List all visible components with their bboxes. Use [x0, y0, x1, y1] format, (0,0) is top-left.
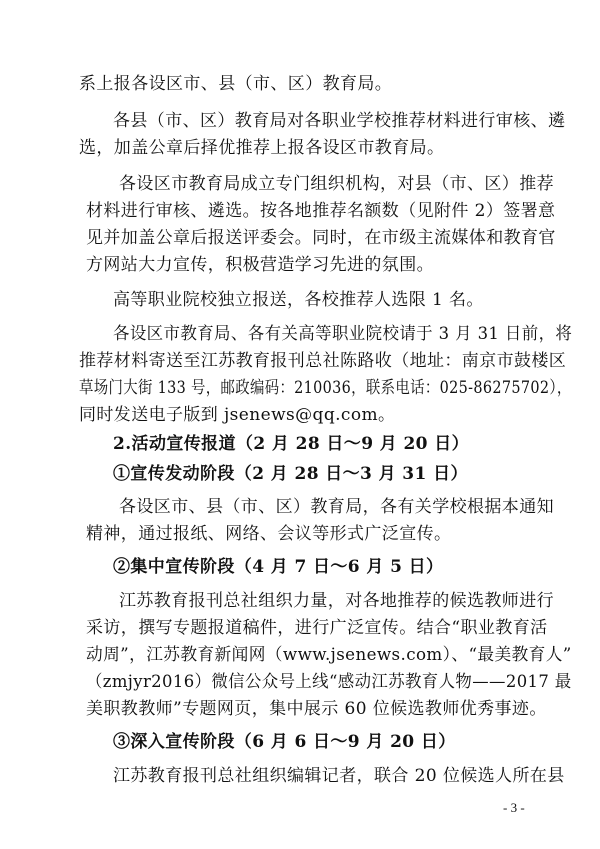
text-line: 系上报各设区市、县（市、区）教育局。	[79, 74, 393, 94]
text-line: 草场门大街 133 号，邮政编码：210036，联系电话：025-86275702），	[79, 378, 572, 398]
text-line: 精神，通过报纸、网络、会议等形式广泛宣传。	[86, 524, 452, 544]
subsection-heading: ②集中宣传阶段（4 月 7 日～6 月 5 日）	[113, 557, 444, 577]
subsection-heading: ③深入宣传阶段（6 月 6 日～9 月 20 日）	[113, 732, 456, 752]
text-line: 材料进行审核、遴选。按各地推荐名额数（见附件 2）签署意	[86, 201, 556, 221]
text-line: 美职教教师”专题网页，集中展示 60 位候选教师优秀事迹。	[86, 699, 547, 719]
text-line: 选，加盖公章后择优推荐上报各设区市教育局。	[79, 138, 445, 158]
text-line: 各县（市、区）教育局对各职业学校推荐材料进行审核、遴	[113, 111, 566, 131]
text-line: 方网站大力宣传，积极营造学习先进的氛围。	[86, 255, 434, 275]
text-line: （zmjyr2016）微信公众号上线“感动江苏教育人物——2017 最	[86, 672, 572, 692]
text-line: 采访，撰写专题报道稿件，进行广泛宣传。结合“职业教育活	[86, 618, 548, 638]
section-heading: 2.活动宣传报道（2 月 28 日～9 月 20 日）	[113, 434, 470, 454]
text-line: 江苏教育报刊总社组织编辑记者，联合 20 位候选人所在县	[113, 766, 565, 786]
text-line: 推荐材料寄送至江苏教育报刊总社陈路收（地址：南京市鼓楼区	[79, 351, 567, 371]
text-line: 江苏教育报刊总社组织力量，对各地推荐的候选教师进行	[119, 591, 554, 611]
text-line: 各设区市教育局成立专门组织机构，对县（市、区）推荐	[119, 174, 554, 194]
text-line: 各设区市、县（市、区）教育局，各有关学校根据本通知	[119, 497, 554, 517]
text-line: 见并加盖公章后报送评委会。同时，在市级主流媒体和教育官	[86, 228, 556, 248]
text-line: 各设区市教育局、各有关高等职业院校请于 3 月 31 日前，将	[113, 324, 573, 344]
text-line: 同时发送电子版到 jsenews@qq.com。	[79, 405, 396, 425]
text-line: 高等职业院校独立报送，各校推荐人选限 1 名。	[113, 290, 484, 310]
text-line: 动周”，江苏教育新闻网（www.jsenews.com）、“最美教育人”	[86, 645, 572, 665]
subsection-heading: ①宣传发动阶段（2 月 28 日～3 月 31 日）	[113, 464, 468, 484]
page-number: - 3 -	[503, 800, 525, 815]
